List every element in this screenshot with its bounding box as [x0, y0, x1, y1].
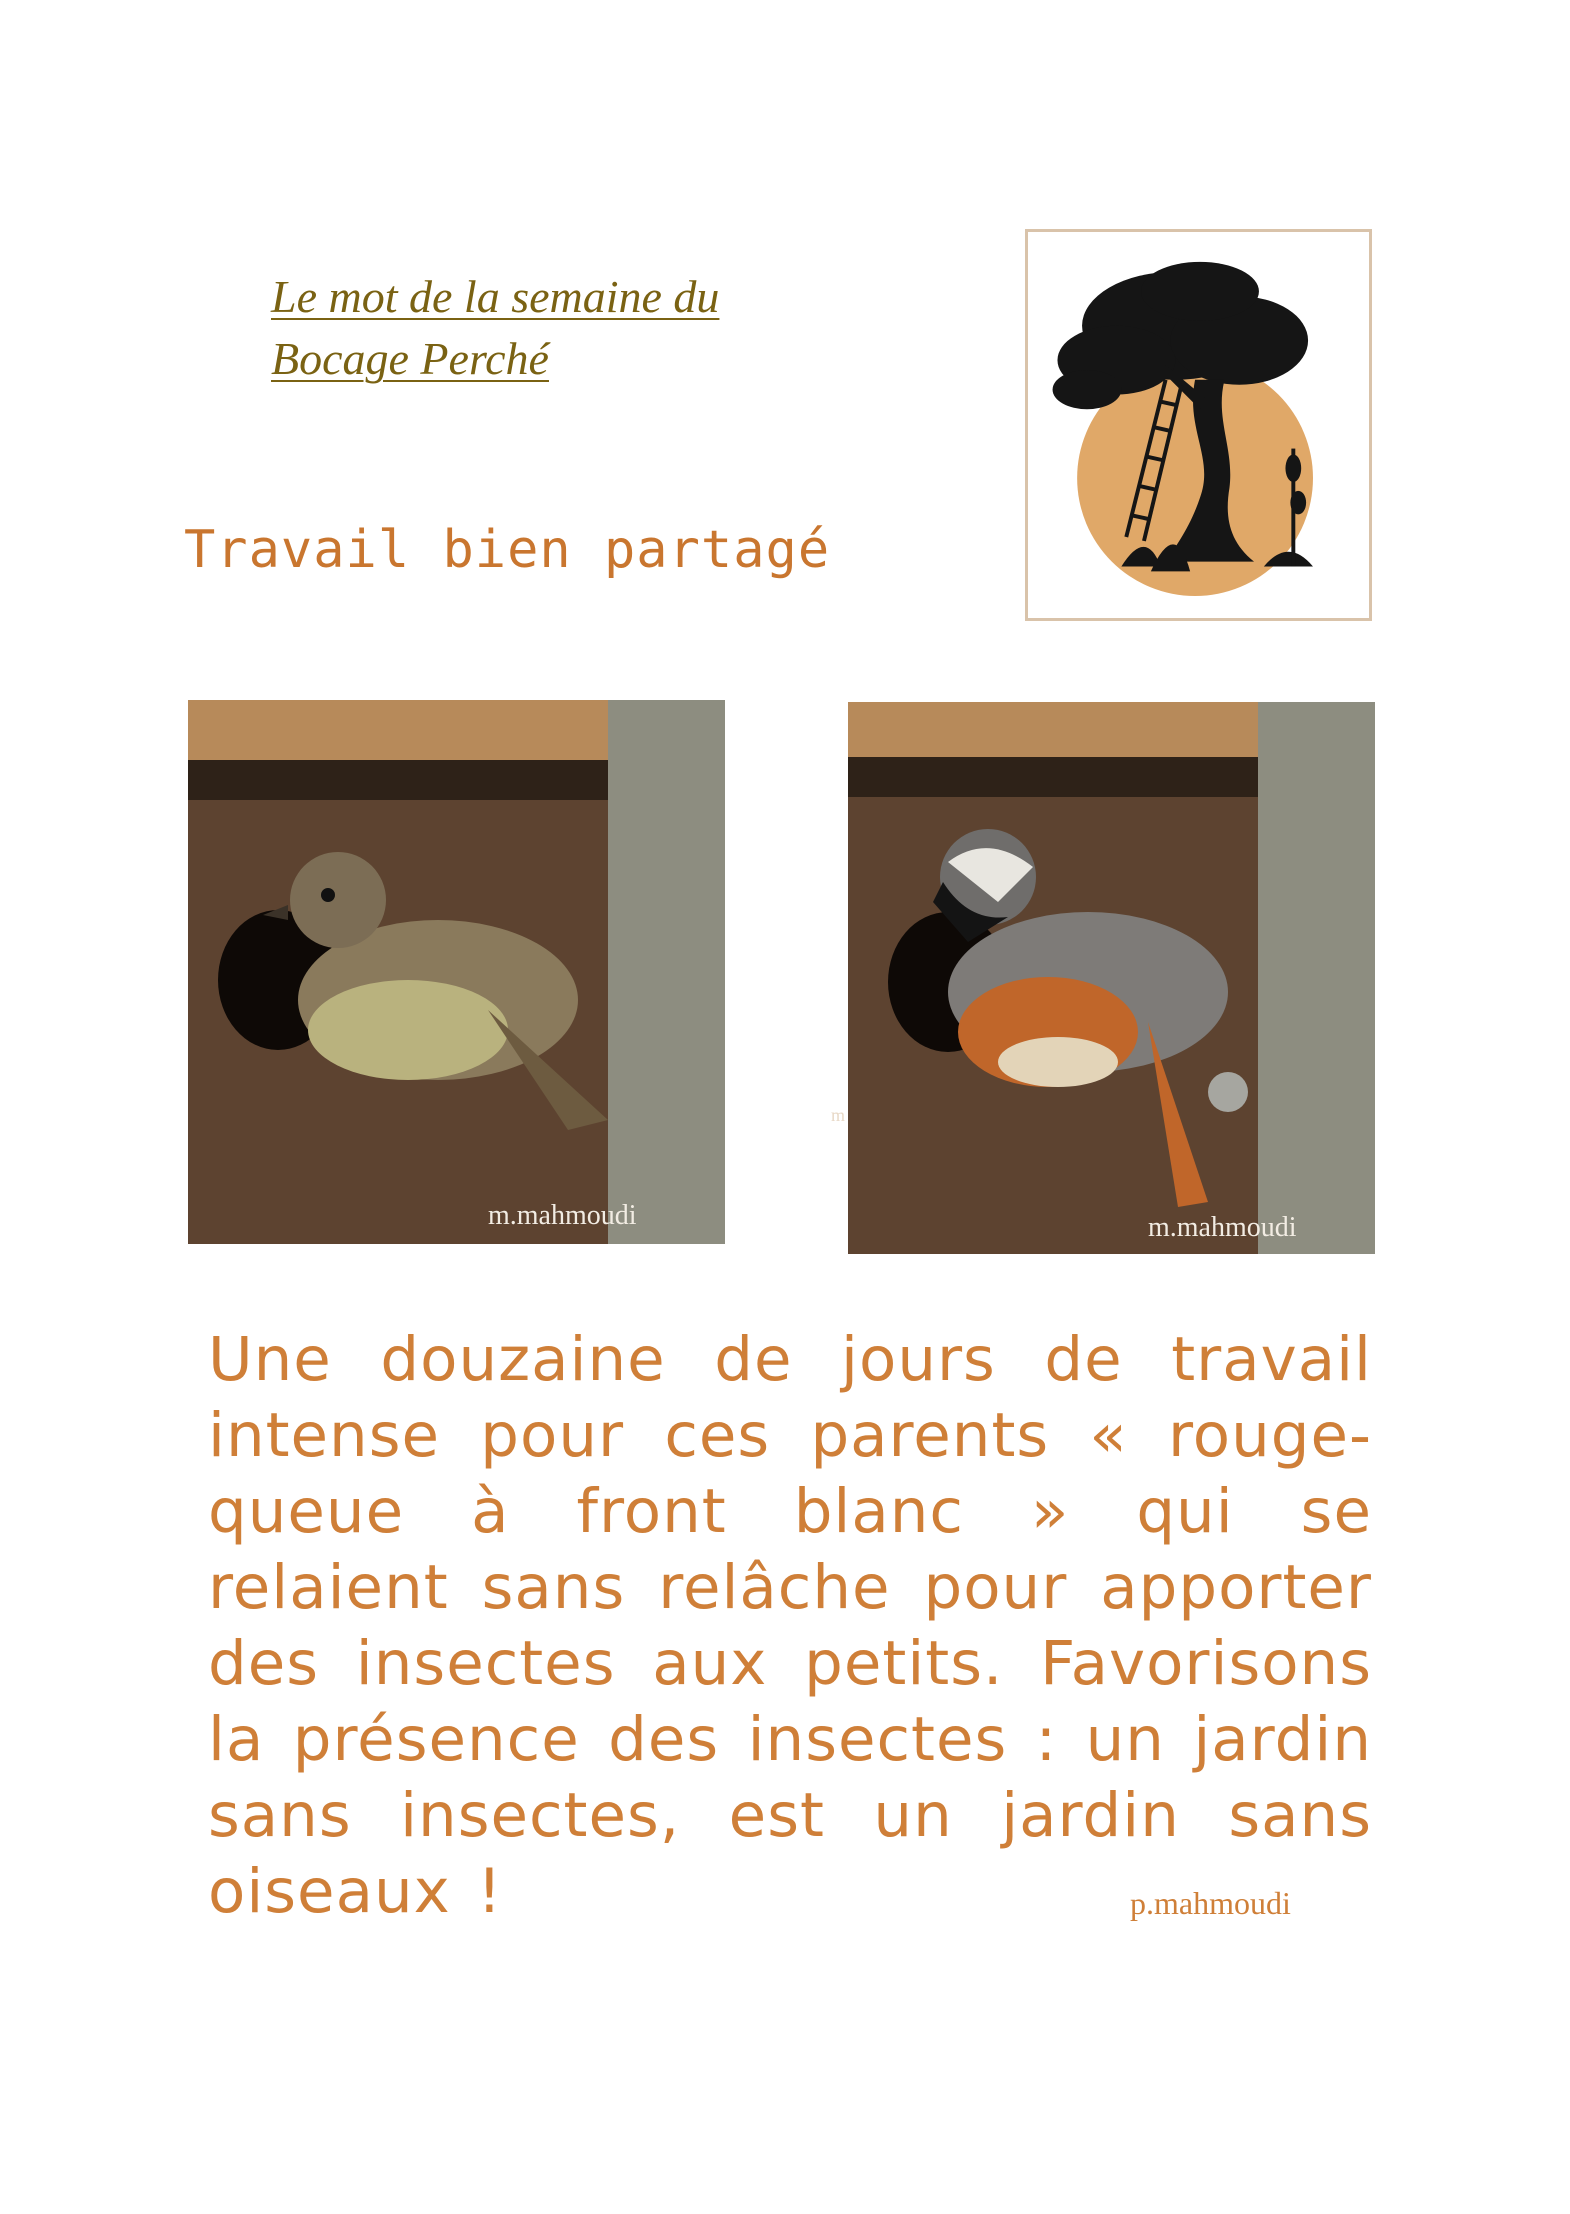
photo-credit: m.mahmoudi [1148, 1212, 1297, 1243]
tree-ladder-logo-icon [1028, 232, 1369, 618]
author-signature: p.mahmoudi [1130, 1885, 1291, 1921]
bocage-perche-logo [1025, 229, 1372, 621]
header-title-line-1: Le mot de la semaine du [271, 271, 720, 322]
header-title-line-2: Bocage Perché [271, 333, 549, 384]
page-header-title [271, 266, 831, 390]
photo-credit: m.mahmoudi [488, 1200, 637, 1231]
article-title: Travail bien partagé [184, 520, 831, 580]
stray-text-mark: m [831, 1105, 846, 1125]
female-redstart-photo [188, 700, 725, 1244]
article-body: Une douzaine de jours de travail intense pour ces parents « rouge-queue à front blanc » qui se relaient sans relâche pour apporter des insectes aux petits. Favorisons la présence des insectes : un jardin sans insectes, est un jardin sans oiseaux ! [208, 1324, 1372, 1927]
male-redstart-photo [848, 702, 1375, 1254]
